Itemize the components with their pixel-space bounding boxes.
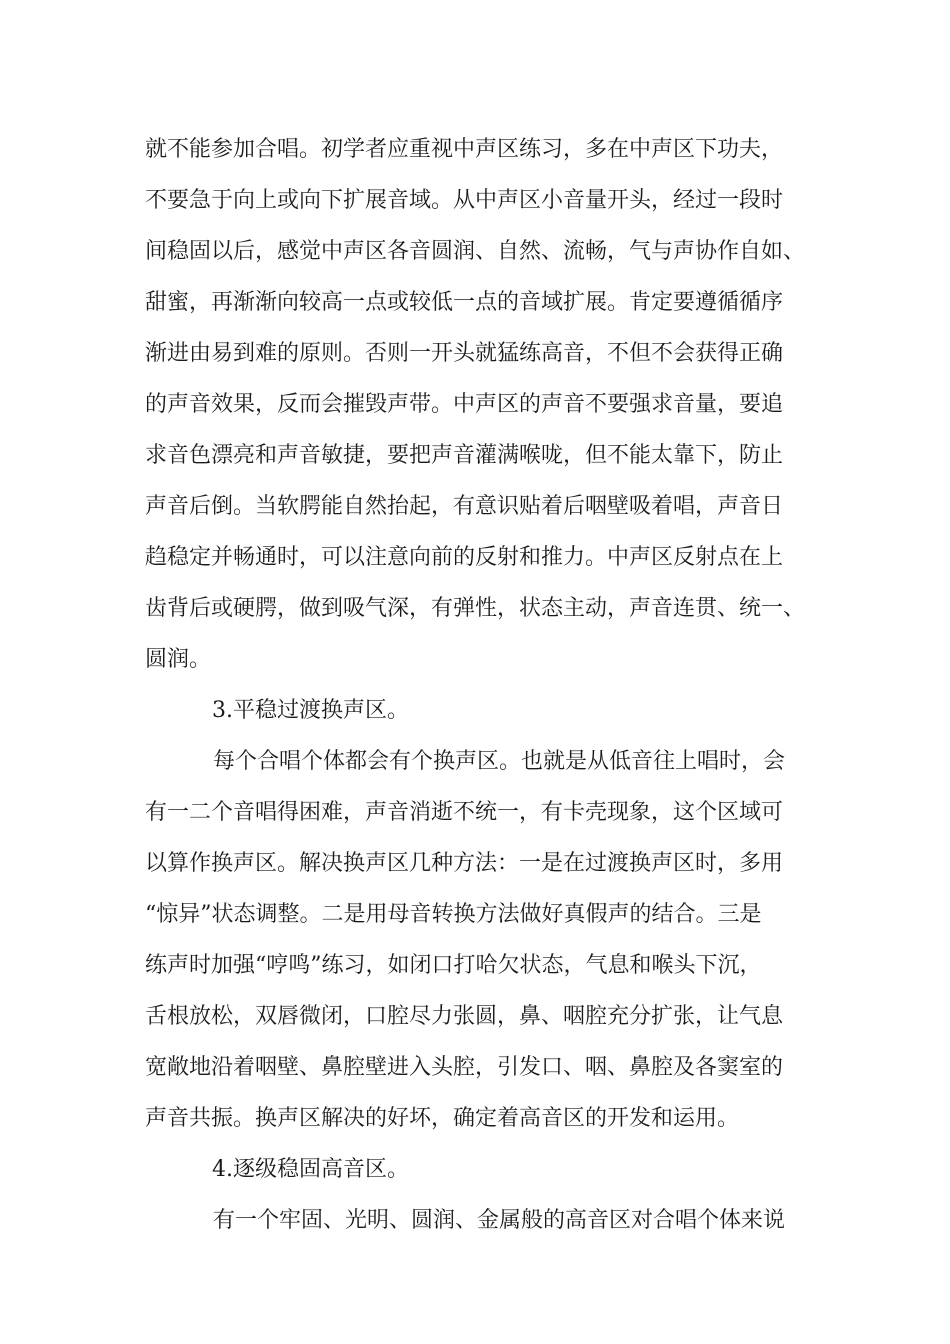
- text-line: 甜蜜，再渐渐向较高一点或较低一点的音域扩展。肯定要遵循循序: [145, 290, 784, 315]
- text-line: 就不能参加合唱。初学者应重视中声区练习，多在中声区下功夫，: [145, 137, 784, 162]
- text-line: 间稳固以后，感觉中声区各音圆润、自然、流畅，气与声协作自如、: [145, 239, 806, 264]
- text-line: 舌根放松，双唇微闭，口腔尽力张圆，鼻、咽腔充分扩张，让气息: [145, 1004, 784, 1029]
- text-line: 有一个牢固、光明、圆润、金属般的高音区对合唱个体来说: [213, 1208, 786, 1233]
- text-line: 以算作换声区。解决换声区几种方法：一是在过渡换声区时，多用: [145, 851, 784, 876]
- text-line: 宽敞地沿着咽壁、鼻腔壁进入头腔，引发口、咽、鼻腔及各窦室的: [145, 1055, 784, 1080]
- text-line: 齿背后或硬腭，做到吸气深，有弹性，状态主动，声音连贯、统一、: [145, 596, 806, 621]
- text-line: 有一二个音唱得困难，声音消逝不统一，有卡壳现象，这个区域可: [145, 800, 784, 825]
- text-line: 求音色漂亮和声音敏捷，要把声音灌满喉咙，但不能太靠下，防止: [145, 443, 784, 468]
- text-line: 趋稳定并畅通时，可以注意向前的反射和推力。中声区反射点在上: [145, 545, 784, 570]
- text-line: 每个合唱个体都会有个换声区。也就是从低音往上唱时，会: [213, 749, 786, 774]
- text-line: 圆润。: [145, 647, 212, 672]
- text-line: 练声时加强“哼鸣”练习，如闭口打哈欠状态，气息和喉头下沉，: [145, 953, 762, 978]
- text-line: 声音共振。换声区解决的好坏，确定着高音区的开发和运用。: [145, 1106, 740, 1131]
- text-line: “惊异”状态调整。二是用母音转换方法做好真假声的结合。三是: [145, 902, 762, 927]
- text-line: 声音后倒。当软腭能自然抬起，有意识贴着后咽壁吸着唱，声音日: [145, 494, 784, 519]
- text-line: 渐进由易到难的原则。否则一开头就猛练高音，不但不会获得正确: [145, 341, 784, 366]
- text-line: 的声音效果，反而会摧毁声带。中声区的声音不要强求音量，要追: [145, 392, 784, 417]
- section-heading: 4.逐级稳固高音区。: [212, 1157, 409, 1182]
- text-line: 不要急于向上或向下扩展音域。从中声区小音量开头，经过一段时: [145, 188, 784, 213]
- section-heading: 3.平稳过渡换声区。: [212, 698, 409, 723]
